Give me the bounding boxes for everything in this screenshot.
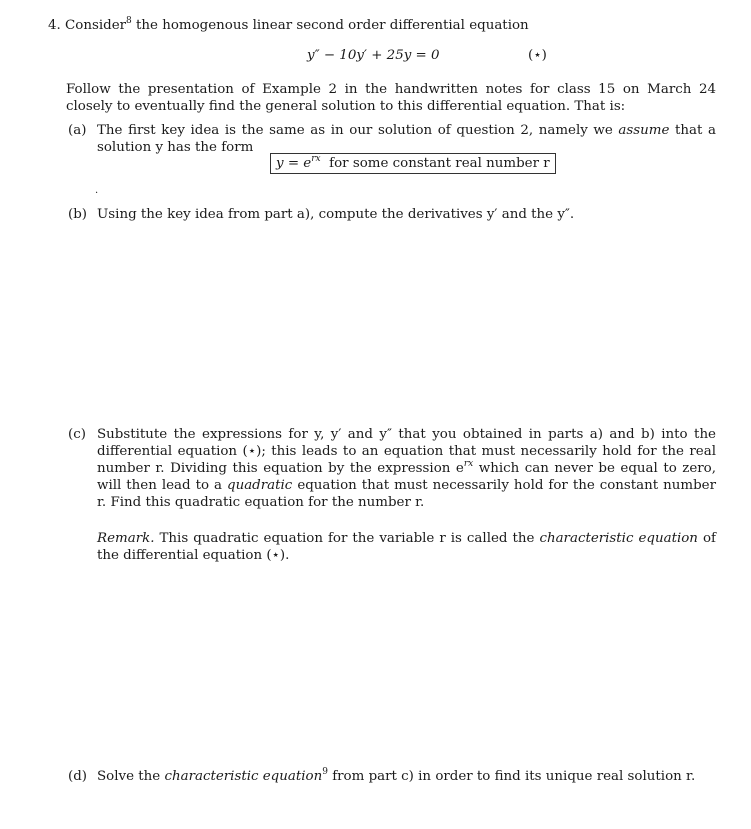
question-number: 4. — [48, 18, 61, 33]
question-heading — [48, 17, 728, 34]
part-a-text-after: that a solution y has the form — [97, 123, 716, 155]
part-d-text — [97, 768, 716, 785]
part-c-text-before: Substitute the expressions for y, y′ and y″ that you obtained in parts a) and b) into the differential equation (⋆); this leads to an equation that must necessarily hold for the real number r. Dividing this equation by the expression e — [97, 427, 716, 476]
part-c-text-after: equation that must necessarily hold for the constant number r. Find this quadratic equation for the number r. — [97, 478, 716, 510]
part-d-text-after: from part c) in order to find its unique real solution r. — [332, 769, 696, 784]
part-c-label: (c) — [68, 427, 86, 442]
part-a-text-before: The first key idea is the same as in our solution of question 2, namely we — [97, 123, 613, 138]
remark-text-before: This quadratic equation for the variable r is called the — [159, 531, 535, 546]
remark-label: Remark. — [97, 531, 155, 546]
part-c-emphasis: quadratic — [227, 478, 293, 493]
remark-paragraph — [97, 530, 716, 564]
boxed-exponent: rx — [311, 154, 321, 164]
part-d-label: (d) — [68, 769, 88, 784]
part-c-text — [97, 426, 716, 511]
boxed-assumption — [270, 153, 556, 174]
footnote-mark-9: 9 — [322, 767, 328, 777]
part-d-text-before: Solve the — [97, 769, 161, 784]
remark-emphasis: characteristic equation — [539, 531, 698, 546]
part-c-exponent: rx — [463, 459, 474, 469]
equation-tag: (⋆) — [528, 48, 547, 63]
part-a-emphasis: assume — [618, 123, 670, 138]
boxed-math: y = e — [276, 156, 312, 171]
question-rest: the homogenous linear second order differential equation — [136, 18, 529, 33]
footnote-mark-8: 8 — [126, 16, 132, 26]
part-a-text — [97, 122, 716, 156]
trailing-dot: . — [95, 185, 99, 196]
question-lead: Consider — [65, 18, 127, 33]
part-a-label: (a) — [68, 123, 87, 138]
remark-text-after: of the differential equation (⋆). — [97, 531, 716, 563]
main-equation: y″ − 10y′ + 25y = 0 — [307, 48, 440, 63]
part-b-label: (b) — [68, 207, 88, 222]
part-d-emphasis: characteristic equation — [164, 769, 323, 784]
boxed-text: for some constant real number r — [329, 156, 550, 171]
intro-paragraph: Follow the presentation of Example 2 in the handwritten notes for class 15 on March 24 closely to eventually find the general solution to this differential equation. That is: — [66, 82, 716, 114]
part-c-text-mid: which can never be equal to zero, will then lead to a — [97, 461, 716, 493]
part-b-text: Using the key idea from part a), compute the derivatives y′ and the y″. — [97, 207, 575, 222]
